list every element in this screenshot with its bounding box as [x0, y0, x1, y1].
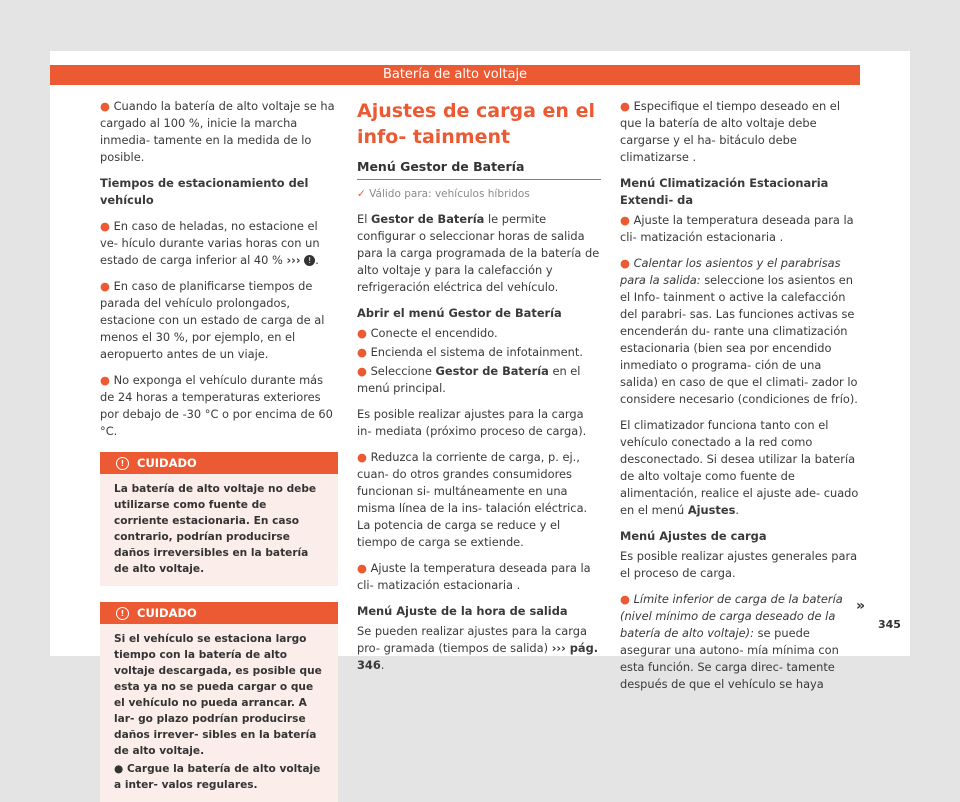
bullet-paragraph — [357, 363, 601, 397]
caution-header — [100, 602, 338, 624]
caution-body — [100, 624, 338, 802]
paragraph: Es posible realizar ajustes generales para el proceso de carga. — [620, 549, 858, 580]
section-heading: Menú Ajuste de la hora de salida — [357, 604, 568, 618]
bullet-paragraph — [357, 449, 601, 551]
bullet-text: Especifique el tiempo deseado en el que la batería de alto voltaje debe cargarse y el ha- bitáculo debe climatizarse . — [620, 99, 840, 164]
section-heading: Abrir el menú Gestor de Batería — [357, 306, 562, 320]
page-header: Batería de alto voltaje — [50, 65, 860, 85]
text: seleccione los asientos en el Info- tainment o active la calefacción del parabri- sas. Las funciones activas se encenderán du- rante una climatización estacionaria (bien sea por encendido inmediato o programa- ción de una salida) en caso de que el climati- zador lo considere necesario (condiciones de frío). — [620, 273, 858, 406]
bullet-text: Encienda el sistema de infotainment. — [370, 345, 583, 359]
text: El climatizador funciona tanto con el vehículo conectado a la red como desconectado. Si desea utilizar la batería de alto voltaje como fuente de alimentación, realice el ajuste ade- cuado en el menú — [620, 418, 859, 517]
warning-icon: ! — [116, 457, 129, 470]
bullet-paragraph — [357, 325, 601, 342]
bullet-icon: ● — [620, 256, 630, 270]
section-heading: Tiempos de estacionamiento del vehículo — [100, 176, 309, 207]
bullet-icon: ● — [100, 219, 110, 233]
caution-text: Si el vehículo se estaciona largo tiempo con la batería de alto voltaje descargada, es posible que esta ya no se pueda cargar o que el vehículo no pueda arrancar. A lar- go plazo podrían producirse daños irrever- sibles en la batería de alto voltaje. — [114, 633, 322, 757]
bullet-paragraph — [100, 278, 338, 363]
page-reference-link[interactable]: ››› pág. 346 — [357, 641, 599, 672]
paragraph — [620, 417, 860, 519]
bullet-text: Conecte el encendido. — [370, 326, 498, 340]
bullet-icon: ● — [357, 364, 367, 378]
validity-note — [357, 186, 601, 203]
bullet-icon: ● — [357, 561, 367, 575]
bullet-paragraph — [620, 212, 860, 246]
bullet-paragraph — [100, 372, 338, 440]
bullet-paragraph: ● En caso de heladas, no estacione el ve- hículo durante varias horas con un estado de carga inferior al 40 % ››› ! . — [100, 219, 320, 267]
bullet-text: Ajuste la temperatura deseada para la cli- matización estacionaria . — [357, 561, 591, 592]
continue-arrow-icon: » — [856, 598, 866, 614]
bullet-icon: ● — [100, 99, 110, 113]
subsection-title: Menú Gestor de Batería — [357, 158, 601, 180]
text: se puede asegurar una autono- mía mínima con esta función. Se carga direc- tamente después de que el vehículo se haya — [620, 626, 839, 691]
caution-title: CUIDADO — [137, 606, 197, 620]
bullet-text: En caso de heladas, no estacione el ve- hículo durante varias horas con un estado de carga inferior al 40 % — [100, 219, 320, 267]
check-icon: ✓ — [357, 188, 366, 200]
bullet-icon: ● — [357, 345, 367, 359]
italic-text: Límite inferior de carga de la batería (nivel mínimo de carga deseado de la batería de alto voltaje): — [620, 592, 843, 640]
bold-text: Gestor de Batería — [435, 364, 549, 378]
reference-arrow[interactable]: ››› — [286, 253, 301, 267]
caution-bubble-icon: ! — [304, 255, 315, 266]
bullet-icon: ● — [357, 450, 367, 464]
bullet-paragraph — [620, 591, 860, 693]
bullet-icon: ● — [620, 592, 630, 606]
warning-icon: ! — [116, 607, 129, 620]
bullet-text: Ajuste la temperatura deseada para la cli- matización estacionaria . — [620, 213, 854, 244]
bullet-text: En caso de planificarse tiempos de parada del vehículo prolongados, estacione con un estado de carga de al menos el 30 %, por ejemplo, en el aeropuerto antes de un viaje. — [100, 279, 325, 361]
section-title: Ajustes de carga en el info- tainment — [357, 100, 595, 148]
intro-paragraph — [357, 211, 601, 296]
italic-text: Calentar los asientos y el parabrisas para la salida: — [620, 256, 841, 287]
caution-bullet: ● Cargue la batería de alto voltaje a inter- valos regulares. — [114, 763, 321, 791]
bullet-paragraph — [357, 560, 601, 594]
bullet-text: Cuando la batería de alto voltaje se ha cargado al 100 %, inicie la marcha inmedia- tamente en la medida de lo posible. — [100, 99, 335, 164]
caution-title: CUIDADO — [137, 456, 197, 470]
paragraph — [357, 623, 601, 674]
bullet-icon: ● — [100, 279, 110, 293]
caution-box — [100, 452, 338, 586]
text: . — [380, 658, 385, 672]
bullet-paragraph — [357, 344, 601, 361]
column-middle — [357, 98, 601, 683]
bullet-text: No exponga el vehículo durante más de 24 horas a temperaturas exteriores por debajo de -30 °C o por encima de 60 °C. — [100, 373, 333, 438]
text: le permite configurar o seleccionar horas de salida para la carga programada de la batería de alto voltaje y para la calefacción y refrigeración eléctrica del vehículo. — [357, 212, 600, 294]
text: en el menú principal. — [357, 364, 581, 395]
bullet-icon: ● — [620, 99, 630, 113]
text: Seleccione — [370, 364, 432, 378]
bold-text: Ajustes — [687, 503, 736, 517]
caution-text: La batería de alto voltaje no debe utilizarse como fuente de corriente estacionaria. En caso contrario, podrían producirse daños irreversibles en la batería de alto voltaje. — [114, 483, 317, 575]
validity-text: Válido para: vehículos híbridos — [369, 188, 530, 200]
text: El — [357, 212, 368, 226]
section-heading: Menú Climatización Estacionaria Extendi- da — [620, 176, 829, 207]
bullet-icon: ● — [620, 213, 630, 227]
text: Se pueden realizar ajustes para la carga pro- gramada (tiempos de salida) — [357, 624, 587, 655]
column-left — [100, 98, 338, 802]
paragraph: Es posible realizar ajustes para la carga in- mediata (próximo proceso de carga). — [357, 407, 587, 438]
bullet-paragraph — [620, 255, 860, 408]
text: . — [735, 503, 739, 517]
section-heading: Menú Ajustes de carga — [620, 529, 767, 543]
page-number: 345 — [878, 618, 901, 631]
column-right — [620, 98, 860, 702]
bold-text: Gestor de Batería — [371, 212, 485, 226]
caution-bullet-text: Cargue la batería de alto voltaje a inter- valos regulares. — [114, 763, 321, 791]
caution-header — [100, 452, 338, 474]
bullet-text: Reduzca la corriente de carga, p. ej., cuan- do otros grandes consumidores funcionan si- multáneamente en una misma línea de la ins- talación eléctrica. La potencia de carga se reduce y el tiempo de carga se extiende. — [357, 450, 588, 549]
bullet-icon: ● — [100, 373, 110, 387]
bullet-icon: ● — [357, 326, 367, 340]
caution-box — [100, 602, 338, 802]
bullet-paragraph — [620, 98, 860, 166]
bullet-paragraph — [100, 98, 338, 166]
